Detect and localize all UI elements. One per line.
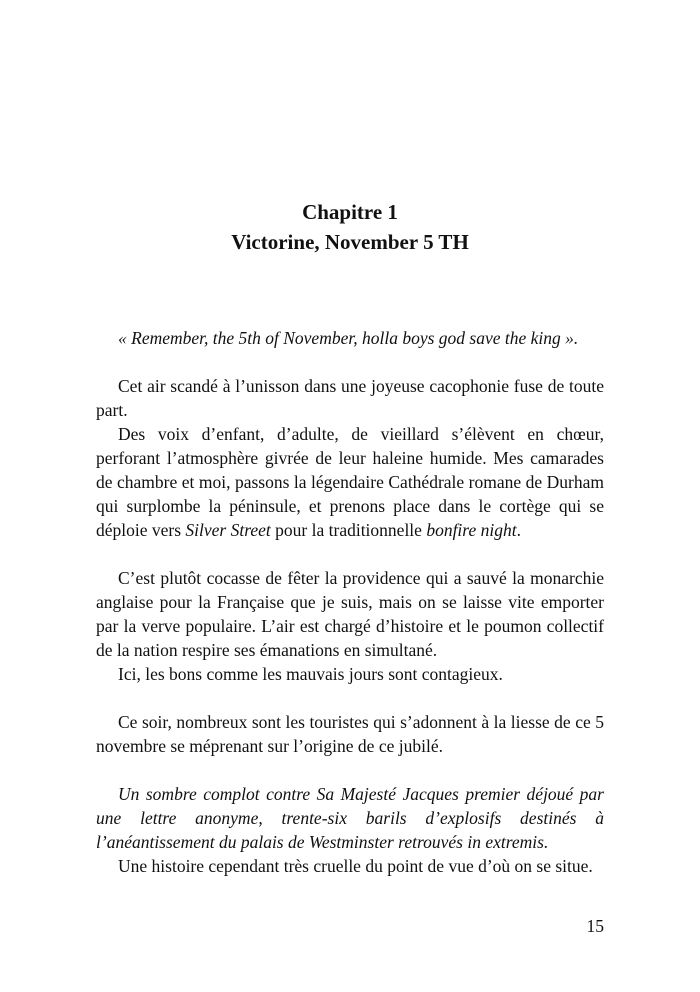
chapter-title: Victorine, November 5 TH [231,230,469,254]
paragraph-2-emphasis-1: Silver Street [185,520,271,540]
paragraph-2-text-b: pour la traditionnelle [270,520,427,540]
paragraph-6-italic-a: Un sombre complot contre Sa Majesté Jacques premier déjoué par une lettre anonyme, trente-six barils d’explosifs destinés à l’anéantissement du palais de Westminster retrouvés [96,784,604,852]
body-text [96,326,604,878]
page-number: 15 [586,916,604,936]
paragraph-6 [96,782,604,854]
paragraph-2-emphasis-2: bonfire night [426,520,517,540]
chapter-number: Chapitre 1 [302,200,398,224]
paragraph-5: Ce soir, nombreux sont les touristes qui s’adonnent à la liesse de ce 5 novembre se méprenant sur l’origine de ce jubilé. [96,712,604,756]
paragraph-1: Cet air scandé à l’unisson dans une joyeuse cacophonie fuse de toute part. [96,376,604,420]
chapter-heading [0,197,700,257]
paragraph-7: Une histoire cependant très cruelle du point de vue d’où on se situe. [118,856,593,876]
paragraph-4: Ici, les bons comme les mauvais jours sont contagieux. [118,664,503,684]
paragraph-6-latin-phrase: in extremis [467,832,544,852]
paragraph-2-text-a: Des voix d’enfant, d’adulte, de vieillard s’élèvent en chœur, perforant l’atmosphère givrée de leur haleine humide. Mes camarades de chambre et moi, passons la légendaire Cathédrale romane de Durham qui surplombe la péninsule, et prenons place dans le cortège qui se déploie vers [96,424,604,540]
paragraph-2-text-c: . [516,520,521,540]
paragraph-6-italic-b: . [543,832,549,852]
paragraph-2 [96,422,604,542]
paragraph-3: C’est plutôt cocasse de fêter la providence qui a sauvé la monarchie anglaise pour la Française que je suis, mais on se laisse vite emporter par la verve populaire. L’air est chargé d’histoire et le poumon collectif de la nation respire ses émanations en simultané. [96,568,604,660]
epigraph: « Remember, the 5th of November, holla boys god save the king ». [118,328,579,348]
